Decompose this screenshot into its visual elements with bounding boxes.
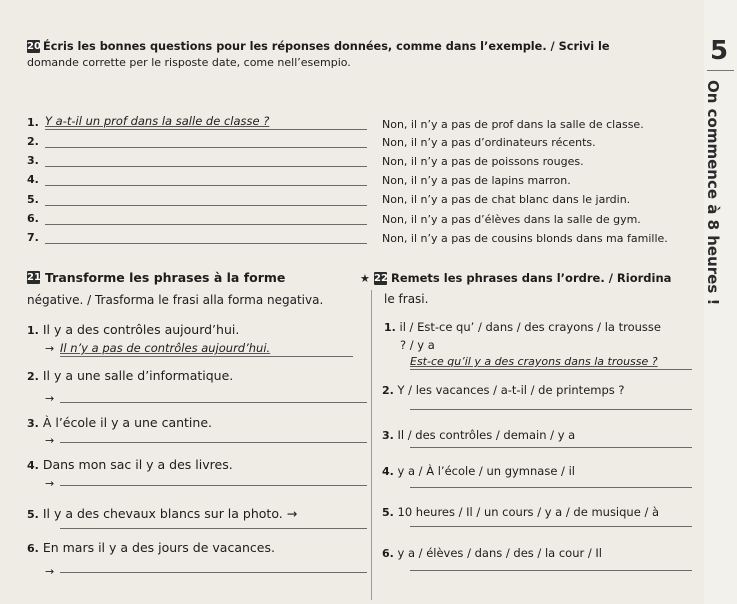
ex22-answer-line[interactable] — [410, 409, 692, 410]
ex22-words: Y / les vacances / a-t-il / de printemps ? — [397, 383, 625, 397]
ex20-response: Non, il n’y a pas de lapins marron. — [382, 174, 571, 187]
exercise-22-title: Remets les phrases dans l’ordre. / Riordina — [391, 271, 672, 285]
star-icon: ★ — [360, 272, 370, 285]
ex21-item — [27, 322, 239, 337]
ex22-item — [382, 383, 625, 397]
ex22-words-continued: ? / y a — [400, 338, 435, 352]
ex20-answer-line[interactable] — [45, 205, 367, 206]
chapter-number: 5 — [710, 36, 729, 66]
ex21-item — [27, 540, 275, 555]
ex21-item — [27, 415, 212, 430]
ex20-item-number: 4. — [27, 173, 39, 186]
ex20-answer-line[interactable] — [45, 129, 367, 130]
ex21-item-number: 1. — [27, 324, 39, 337]
ex22-item — [382, 428, 575, 442]
ex21-answer-line[interactable] — [60, 572, 367, 573]
ex21-item-number: 5. — [27, 508, 39, 521]
ex21-answer-line[interactable] — [60, 442, 367, 443]
ex21-example-answer: Il n’y a pas de contrôles aujourd’hui. — [60, 341, 271, 355]
column-divider — [371, 290, 372, 600]
ex22-item-number: 1. — [384, 321, 396, 334]
ex21-sentence: À l’école il y a une cantine. — [42, 415, 212, 430]
ex22-words: Il / des contrôles / demain / y a — [397, 428, 576, 442]
ex21-answer-line[interactable] — [60, 485, 367, 486]
ex22-item — [382, 546, 602, 560]
ex22-item — [384, 320, 661, 334]
ex22-item-number: 6. — [382, 547, 394, 560]
ex20-item-number: 5. — [27, 193, 39, 206]
exercise-21-badge: 21 — [27, 272, 41, 283]
ex21-answer-line[interactable] — [60, 528, 367, 529]
ex21-item-number: 6. — [27, 542, 39, 555]
ex21-item-number: 3. — [27, 417, 39, 430]
ex20-response: Non, il n’y a pas de chat blanc dans le jardin. — [382, 193, 631, 206]
ex20-response: Non, il n’y a pas de prof dans la salle de classe. — [382, 118, 644, 131]
ex20-answer-line[interactable] — [45, 147, 367, 148]
ex21-sentence: Il y a une salle d’informatique. — [42, 368, 234, 383]
ex21-item-number: 4. — [27, 459, 39, 472]
ex22-words: y a / À l’école / un gymnase / il — [397, 464, 575, 478]
arrow-icon: → — [45, 565, 55, 578]
arrow-icon: → — [45, 477, 55, 490]
ex22-example-answer: Est-ce qu’il y a des crayons dans la trousse ? — [410, 355, 658, 368]
ex22-answer-line[interactable] — [410, 526, 692, 527]
ex20-item-number: 3. — [27, 154, 39, 167]
ex22-item — [382, 505, 659, 519]
ex20-answer-line[interactable] — [45, 243, 367, 244]
ex20-item-number: 6. — [27, 212, 39, 225]
exercise-22-badge: 22 — [374, 273, 388, 284]
ex22-item — [382, 464, 575, 478]
arrow-icon: → — [45, 434, 55, 447]
chapter-divider — [707, 70, 734, 71]
ex20-item-number: 1. — [27, 116, 39, 129]
exercise-20-subtitle: domande corrette per le risposte date, come nell’esempio. — [27, 56, 351, 69]
ex21-sentence: Il y a des chevaux blancs sur la photo. → — [42, 506, 298, 521]
arrow-icon: → — [45, 342, 55, 355]
ex22-answer-line[interactable] — [410, 447, 692, 448]
ex22-answer-line[interactable] — [410, 369, 692, 370]
exercise-20-badge: 20 — [27, 41, 41, 52]
ex20-response: Non, il n’y a pas d’ordinateurs récents. — [382, 136, 596, 149]
ex20-example-question: Y a-t-il un prof dans la salle de classe ? — [45, 114, 270, 128]
ex20-item-number: 7. — [27, 231, 39, 244]
ex22-words: y a / élèves / dans / des / la cour / Il — [397, 546, 603, 560]
ex21-item — [27, 506, 297, 521]
ex22-item-number: 4. — [382, 465, 394, 478]
ex20-response: Non, il n’y a pas de cousins blonds dans ma famille. — [382, 232, 668, 245]
ex21-item-number: 2. — [27, 370, 39, 383]
exercise-21-subtitle: négative. / Trasforma le frasi alla forma negativa. — [27, 293, 324, 307]
ex20-answer-line[interactable] — [45, 166, 367, 167]
ex20-answer-line[interactable] — [45, 185, 367, 186]
arrow-icon: → — [45, 392, 55, 405]
ex20-answer-line[interactable] — [45, 224, 367, 225]
ex21-sentence: Dans mon sac il y a des livres. — [42, 457, 233, 472]
ex21-answer-line[interactable] — [60, 356, 353, 357]
chapter-title: On commence à 8 heures ! — [704, 80, 722, 306]
ex22-item-number: 2. — [382, 384, 394, 397]
ex20-item-number: 2. — [27, 135, 39, 148]
ex21-answer-line[interactable] — [60, 402, 367, 403]
ex21-item — [27, 368, 233, 383]
ex22-answer-line[interactable] — [410, 487, 692, 488]
exercise-21-title: Transforme les phrases à la forme — [45, 270, 286, 285]
ex22-item-number: 5. — [382, 506, 394, 519]
ex21-sentence: En mars il y a des jours de vacances. — [42, 540, 275, 555]
ex21-item — [27, 457, 233, 472]
exercise-20-title: Écris les bonnes questions pour les réponses données, comme dans l’exemple. / Scrivi le — [43, 40, 610, 53]
ex21-sentence: Il y a des contrôles aujourd’hui. — [42, 322, 240, 337]
ex22-answer-line[interactable] — [410, 570, 692, 571]
ex20-response: Non, il n’y a pas de poissons rouges. — [382, 155, 584, 168]
ex22-words: il / Est-ce qu’ / dans / des crayons / la trousse — [399, 320, 661, 334]
ex20-response: Non, il n’y a pas d’élèves dans la salle de gym. — [382, 213, 641, 226]
ex22-item-number: 3. — [382, 429, 394, 442]
exercise-22-subtitle: le frasi. — [384, 292, 429, 306]
ex22-words: 10 heures / Il / un cours / y a / de musique / à — [397, 505, 660, 519]
